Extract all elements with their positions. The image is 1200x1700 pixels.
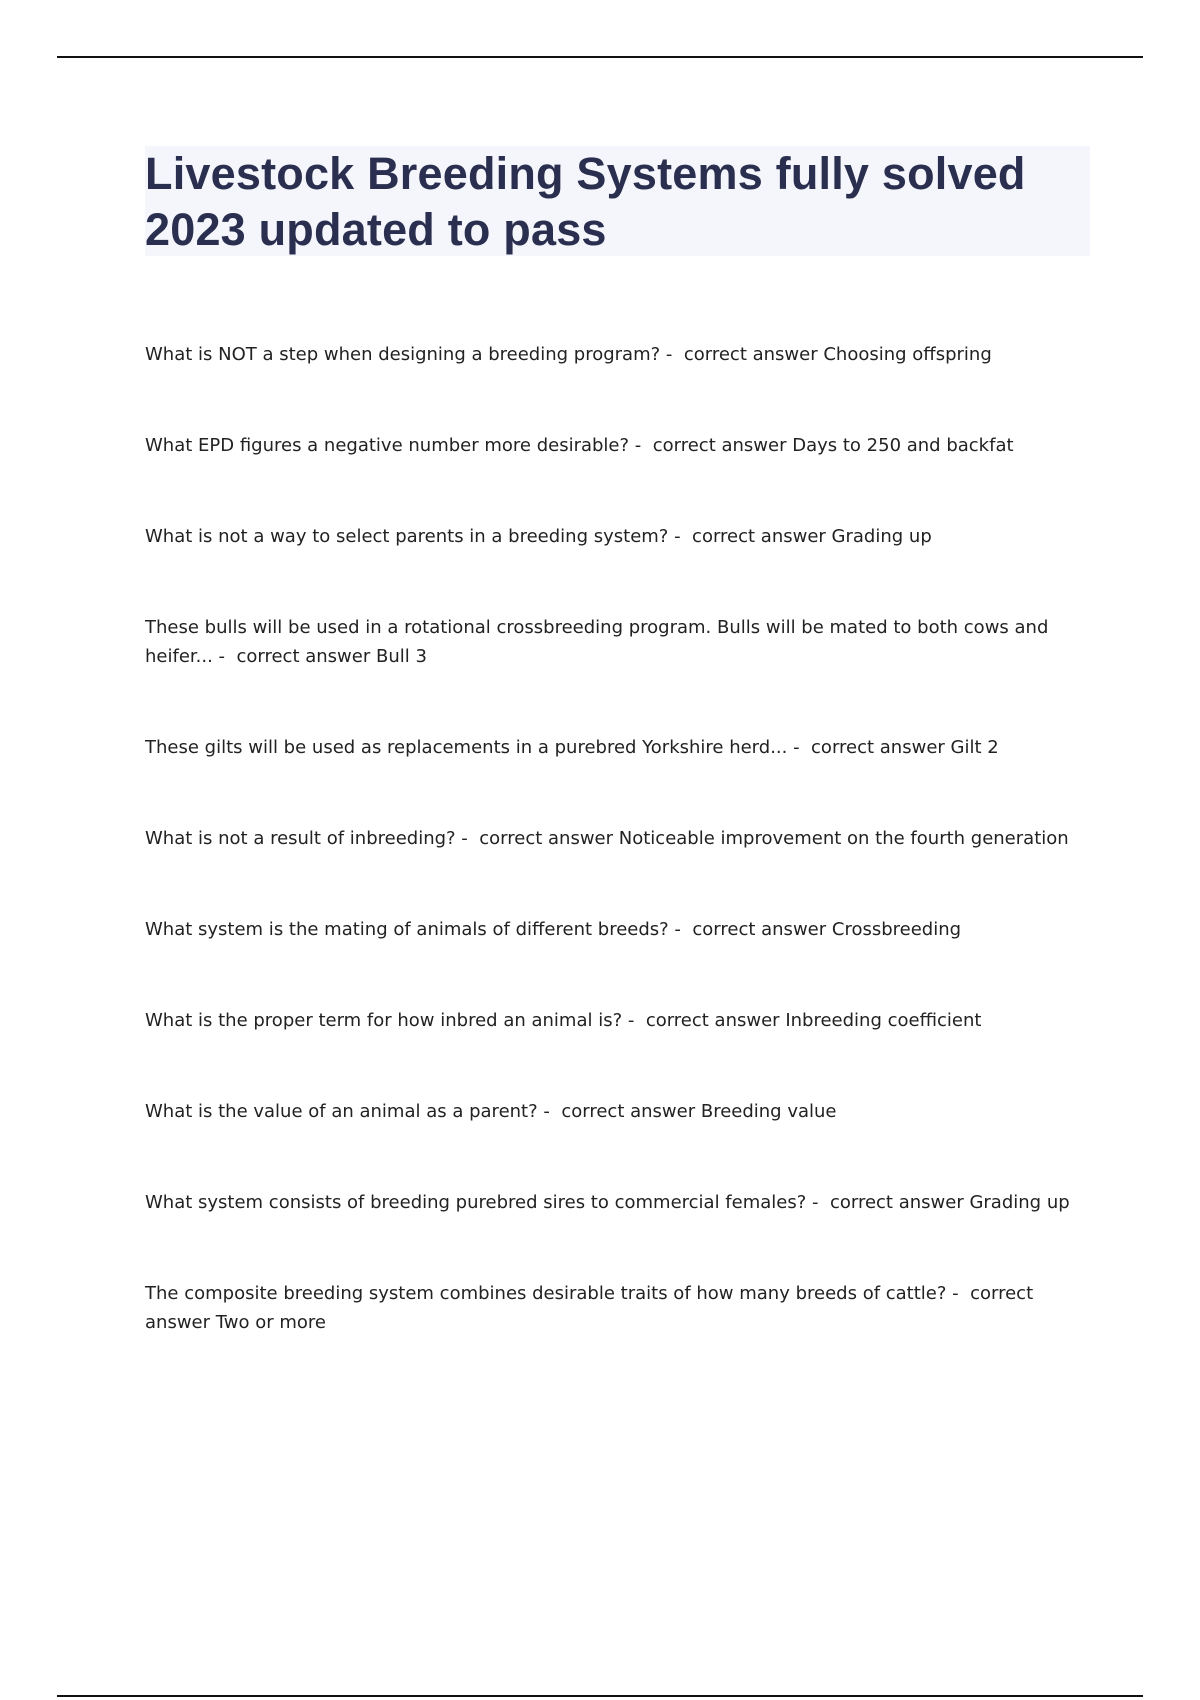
qa-item bbox=[145, 1097, 1085, 1126]
question-text: These bulls will be used in a rotational crossbreeding program. Bulls will be mated to both cows and heifer... - bbox=[145, 617, 1049, 667]
qa-list bbox=[145, 340, 1085, 1399]
question-text: What EPD figures a negative number more desirable? - bbox=[145, 435, 642, 456]
answer-prefix: correct answer bbox=[236, 646, 371, 667]
question-text: What is not a way to select parents in a breeding system? - bbox=[145, 526, 681, 547]
answer-text: Noticeable improvement on the fourth generation bbox=[618, 828, 1069, 849]
question-text: What is the proper term for how inbred an animal is? - bbox=[145, 1010, 635, 1031]
question-text: What is not a result of inbreeding? - bbox=[145, 828, 468, 849]
question-text: The composite breeding system combines desirable traits of how many breeds of cattle? - bbox=[145, 1283, 959, 1304]
question-text: These gilts will be used as replacements in a purebred Yorkshire herd... - bbox=[145, 737, 800, 758]
question-text: What system consists of breeding purebred sires to commercial females? - bbox=[145, 1192, 819, 1213]
answer-prefix: correct answer bbox=[811, 737, 945, 758]
answer-prefix: correct answer bbox=[561, 1101, 696, 1122]
answer-text: Two or more bbox=[215, 1312, 326, 1333]
top-rule bbox=[57, 56, 1143, 58]
answer-prefix: correct answer bbox=[645, 1010, 780, 1031]
answer-text: Days to 250 and backfat bbox=[792, 435, 1014, 456]
document-title: Livestock Breeding Systems fully solved 2023 updated to pass bbox=[145, 148, 1026, 255]
answer-prefix: correct answer bbox=[145, 1283, 1034, 1333]
answer-text: Grading up bbox=[969, 1192, 1070, 1213]
qa-item bbox=[145, 1188, 1085, 1217]
qa-item bbox=[145, 1006, 1085, 1035]
answer-prefix: correct answer bbox=[692, 919, 827, 940]
title-block bbox=[145, 146, 1090, 256]
bottom-rule bbox=[57, 1695, 1143, 1697]
qa-item bbox=[145, 733, 1085, 762]
answer-prefix: correct answer bbox=[652, 435, 787, 456]
answer-text: Choosing offspring bbox=[823, 344, 992, 365]
answer-prefix: correct answer bbox=[829, 1192, 964, 1213]
answer-prefix: correct answer bbox=[692, 526, 826, 547]
qa-item bbox=[145, 824, 1085, 853]
answer-prefix: correct answer bbox=[683, 344, 818, 365]
qa-item bbox=[145, 1279, 1085, 1337]
answer-text: Breeding value bbox=[700, 1101, 837, 1122]
qa-item bbox=[145, 431, 1085, 460]
qa-item bbox=[145, 522, 1085, 551]
answer-prefix: correct answer bbox=[479, 828, 614, 849]
question-text: What is the value of an animal as a parent? - bbox=[145, 1101, 550, 1122]
answer-text: Inbreeding coefficient bbox=[785, 1010, 982, 1031]
answer-text: Crossbreeding bbox=[831, 919, 962, 940]
question-text: What system is the mating of animals of different breeds? - bbox=[145, 919, 681, 940]
qa-item bbox=[145, 340, 1085, 369]
question-text: What is NOT a step when designing a breeding program? - bbox=[145, 344, 673, 365]
answer-text: Gilt 2 bbox=[950, 737, 999, 758]
answer-text: Grading up bbox=[831, 526, 932, 547]
answer-text: Bull 3 bbox=[375, 646, 427, 667]
qa-item bbox=[145, 915, 1085, 944]
qa-item bbox=[145, 613, 1085, 671]
